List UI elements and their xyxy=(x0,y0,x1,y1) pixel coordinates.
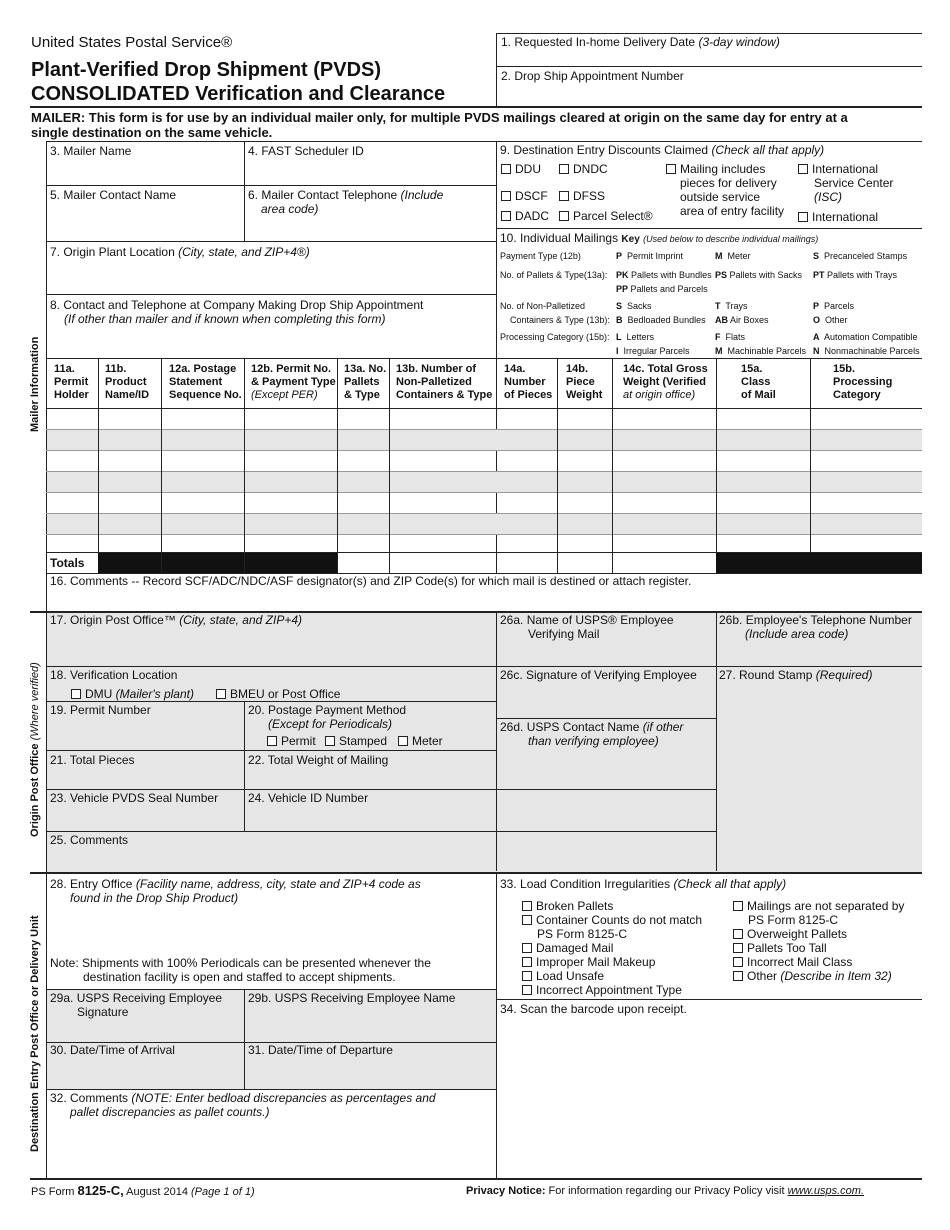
field-33-label: 33. Load Condition Irregularities (Check all that apply) xyxy=(500,877,787,891)
field-23-label: 23. Vehicle PVDS Seal Number xyxy=(50,791,219,805)
field-18-label: 18. Verification Location xyxy=(50,668,178,682)
field-22-label: 22. Total Weight of Mailing xyxy=(248,753,389,767)
mailing-outside-area-line3: outside service xyxy=(680,190,761,204)
totals-blackout-2 xyxy=(716,553,922,573)
field-32-label: 32. Comments (NOTE: Enter bedload discrepancies as percentages and xyxy=(50,1091,436,1105)
mailing-outside-area-line2: pieces for delivery xyxy=(680,176,777,190)
mailer-note-line2: single destination on the same vehicle. xyxy=(31,125,273,140)
checkbox-square xyxy=(522,985,532,995)
column-14b-header: 14b. Piece Weight xyxy=(566,363,603,401)
field-26b-label: 26b. Employee's Telephone Number xyxy=(719,613,912,627)
total-weight-input[interactable] xyxy=(248,769,492,787)
international-checkbox[interactable]: International xyxy=(798,210,878,224)
checkbox-square xyxy=(501,164,511,174)
key-trays: T Trays xyxy=(715,301,748,311)
checkbox-square xyxy=(501,211,511,221)
column-14a-header: 14a. Number of Pieces xyxy=(504,363,553,401)
mailer-name-input[interactable] xyxy=(50,160,238,182)
table-row[interactable] xyxy=(47,472,922,492)
origin-post-office-input[interactable] xyxy=(50,630,492,662)
key-letters: L Letters xyxy=(616,332,655,342)
irr-mailings-not-separated-line2: PS Form 8125-C xyxy=(748,913,839,927)
checkbox-square xyxy=(71,689,81,699)
key-sacks: S Sacks xyxy=(616,301,652,311)
column-13b-header: 13b. Number of Non-Palletized Containers & Type xyxy=(396,363,493,401)
vehicle-id-input[interactable] xyxy=(248,807,712,829)
mailer-contact-phone-input[interactable] xyxy=(248,218,492,238)
checkbox-square xyxy=(398,736,408,746)
irr-overweight-pallets-checkbox[interactable]: Overweight Pallets xyxy=(733,927,847,941)
mailer-contact-name-input[interactable] xyxy=(50,204,238,238)
key-nonpal-line2: Containers & Type (13b): xyxy=(510,315,610,325)
entry-office-input[interactable] xyxy=(50,907,492,953)
field-9-label: 9. Destination Entry Discounts Claimed (Check all that apply) xyxy=(500,143,825,157)
checkbox-square xyxy=(798,212,808,222)
irr-damaged-mail-checkbox[interactable]: Damaged Mail xyxy=(522,941,613,955)
verifying-signature-input[interactable] xyxy=(500,684,712,716)
field-10-label: 10. Individual Mailings Key (Used below to describe individual mailings) xyxy=(500,231,819,245)
comments-16-input[interactable] xyxy=(50,590,918,610)
key-other: O Other xyxy=(813,315,848,325)
field-29a-label: 29a. USPS Receiving Employee xyxy=(50,991,223,1005)
isc-line2: Service Center xyxy=(814,176,894,190)
totals-containers-input[interactable] xyxy=(338,553,496,573)
checkbox-square xyxy=(522,971,532,981)
field-28-note: found in the Drop Ship Product) xyxy=(70,891,239,905)
key-pt: PT Pallets with Trays xyxy=(813,270,898,280)
key-s: S Precanceled Stamps xyxy=(813,251,908,261)
permit-number-input[interactable] xyxy=(50,719,240,747)
discount-parcel-select-checkbox[interactable]: Parcel Select® xyxy=(559,209,653,223)
checkbox-square xyxy=(733,929,743,939)
field-7-label: 7. Origin Plant Location (City, state, and ZIP+4®) xyxy=(50,245,310,259)
checkbox-square xyxy=(325,736,335,746)
column-11b-header: 11b. Product Name/ID xyxy=(105,363,150,401)
checkbox-square xyxy=(522,915,532,925)
arrival-datetime-input[interactable] xyxy=(50,1060,240,1086)
irr-container-counts-line2: PS Form 8125-C xyxy=(537,927,628,941)
field-30-label: 30. Date/Time of Arrival xyxy=(50,1043,175,1057)
checkbox-square xyxy=(559,211,569,221)
field-27-label: 27. Round Stamp (Required) xyxy=(719,668,873,682)
privacy-notice: Privacy Notice: For information regarding our Privacy Policy visit www.usps.com. xyxy=(466,1185,865,1197)
irr-broken-pallets-checkbox[interactable]: Broken Pallets xyxy=(522,899,613,913)
field-24-label: 24. Vehicle ID Number xyxy=(248,791,369,805)
total-pieces-input[interactable] xyxy=(50,769,240,787)
key-processing-category: Processing Category (15b): xyxy=(500,332,610,342)
verifying-employee-name-input[interactable] xyxy=(500,643,712,663)
field-25-label: 25. Comments xyxy=(50,833,129,847)
receiving-signature-input[interactable] xyxy=(50,1020,240,1040)
form-title-line1: Plant-Verified Drop Shipment (PVDS) xyxy=(31,59,382,81)
field-28-label: 28. Entry Office (Facility name, address, city, state and ZIP+4 code as xyxy=(50,877,421,891)
checkbox-square xyxy=(522,943,532,953)
appointment-number-input[interactable] xyxy=(560,84,920,104)
key-nonpal-line1: No. of Non-Palletized xyxy=(500,301,586,311)
field-6-note: area code) xyxy=(261,202,319,216)
delivery-date-input[interactable] xyxy=(560,44,920,64)
field-26d-label: 26d. USPS Contact Name (if other xyxy=(500,720,684,734)
field-3-label: 3. Mailer Name xyxy=(50,144,132,158)
field-16-label: 16. Comments -- Record SCF/ADC/NDC/ASF designator(s) and ZIP Code(s) for which mail is destined or attach register. xyxy=(50,574,692,588)
table-row[interactable] xyxy=(47,451,922,471)
field-20-label: 20. Postage Payment Method xyxy=(248,703,407,717)
irr-pallets-too-tall-checkbox[interactable]: Pallets Too Tall xyxy=(733,941,827,955)
stamped-checkbox[interactable]: Stamped xyxy=(325,734,387,748)
table-row[interactable] xyxy=(47,514,922,534)
checkbox-square xyxy=(666,164,676,174)
totals-pieces-weight-input[interactable] xyxy=(496,553,716,573)
irr-other-checkbox[interactable]: Other (Describe in Item 32) xyxy=(733,969,892,983)
field-26a-label: 26a. Name of USPS® Employee xyxy=(500,613,674,627)
field-17-label: 17. Origin Post Office™ (City, state, and ZIP+4) xyxy=(50,613,303,627)
key-pallets-type: No. of Pallets & Type(13a): xyxy=(500,270,608,280)
mailing-outside-area-line4: area of entry facility xyxy=(680,204,785,218)
meter-checkbox[interactable]: Meter xyxy=(398,734,443,748)
column-13a-header: 13a. No. Pallets & Type xyxy=(344,363,387,401)
discount-dscf-checkbox[interactable]: DSCF xyxy=(501,189,548,203)
field-26b-note: (Include area code) xyxy=(745,627,849,641)
isc-checkbox[interactable]: International xyxy=(798,162,878,176)
field-26a-line2: Verifying Mail xyxy=(528,627,600,641)
appointment-contact-input[interactable] xyxy=(50,328,492,356)
field-26c-label: 26c. Signature of Verifying Employee xyxy=(500,668,697,682)
field-8-note: (If other than mailer and if known when completing this form) xyxy=(64,312,386,326)
field-2-label: 2. Drop Ship Appointment Number xyxy=(501,69,684,83)
checkbox-square xyxy=(522,901,532,911)
column-14c-header: 14c. Total Gross Weight (Verified at origin office) xyxy=(623,363,708,401)
key-machinable: M Machinable Parcels xyxy=(715,346,807,356)
field-32-note: pallet discrepancies as pallet counts.) xyxy=(70,1105,270,1119)
field-6-label: 6. Mailer Contact Telephone (Include xyxy=(248,188,444,202)
column-12b-header: 12b. Permit No. & Payment Type (Except PER) xyxy=(251,363,336,401)
field-31-label: 31. Date/Time of Departure xyxy=(248,1043,393,1057)
receiving-name-input[interactable] xyxy=(248,1008,492,1040)
checkbox-square xyxy=(733,943,743,953)
key-m: M Meter xyxy=(715,251,751,261)
key-pp: PP Pallets and Parcels xyxy=(616,284,708,294)
field-4-label: 4. FAST Scheduler ID xyxy=(248,144,364,158)
irr-incorrect-appointment-checkbox[interactable]: Incorrect Appointment Type xyxy=(522,983,682,997)
key-parcels: P Parcels xyxy=(813,301,855,311)
seal-number-input[interactable] xyxy=(50,807,240,829)
checkbox-square xyxy=(733,901,743,911)
field-8-label: 8. Contact and Telephone at Company Making Drop Ship Appointment xyxy=(50,298,424,312)
discount-dadc-checkbox[interactable]: DADC xyxy=(501,209,549,223)
checkbox-square xyxy=(798,164,808,174)
origin-comments-input[interactable] xyxy=(50,849,712,869)
field-29a-line2: Signature xyxy=(77,1005,129,1019)
discount-dfss-checkbox[interactable]: DFSS xyxy=(559,189,605,203)
section-label-origin: Origin Post Office (Where verified) xyxy=(29,662,41,837)
key-payment-type: Payment Type (12b) xyxy=(500,251,581,261)
dmu-checkbox[interactable]: DMU (Mailer's plant) xyxy=(71,687,194,701)
field-19-label: 19. Permit Number xyxy=(50,703,151,717)
column-12a-header: 12a. Postage Statement Sequence No. xyxy=(169,363,242,401)
key-ps: PS Pallets with Sacks xyxy=(715,270,803,280)
section-label-mailer: Mailer Information xyxy=(29,336,41,432)
destination-comments-input[interactable] xyxy=(50,1122,492,1176)
field-1-label: 1. Requested In-home Delivery Date (3-day window) xyxy=(501,35,780,49)
key-irregular: I Irregular Parcels xyxy=(616,346,690,356)
table-row[interactable] xyxy=(47,535,922,552)
form-number: PS Form 8125-C, August 2014 (Page 1 of 1) xyxy=(31,1183,255,1198)
mailer-note-line1: MAILER: This form is for use by an individual mailer only, for multiple PVDS mailings cleared at origin on the same day for entry at a xyxy=(31,110,848,125)
irr-load-unsafe-checkbox[interactable]: Load Unsafe xyxy=(522,969,604,983)
totals-blackout xyxy=(98,553,338,573)
checkbox-square xyxy=(216,689,226,699)
discount-dndc-checkbox[interactable]: DNDC xyxy=(559,162,608,176)
irr-improper-makeup-checkbox[interactable]: Improper Mail Makeup xyxy=(522,955,655,969)
form-title-line2: CONSOLIDATED Verification and Clearance xyxy=(31,83,446,105)
bmeu-checkbox[interactable]: BMEU or Post Office xyxy=(216,687,340,701)
round-stamp-area[interactable] xyxy=(719,684,919,869)
periodicals-note-line2: destination facility is open and staffed to accept shipments. xyxy=(83,970,396,984)
field-5-label: 5. Mailer Contact Name xyxy=(50,188,177,202)
table-row[interactable] xyxy=(47,409,922,429)
employee-phone-input[interactable] xyxy=(719,643,919,663)
column-15a-header: 15a. Class of Mail xyxy=(741,363,776,401)
periodicals-note-line1: Note: Shipments with 100% Periodicals can be presented whenever the xyxy=(50,956,431,970)
isc-line3: (ISC) xyxy=(814,190,842,204)
irr-incorrect-class-checkbox[interactable]: Incorrect Mail Class xyxy=(733,955,852,969)
checkbox-square xyxy=(733,957,743,967)
key-bedloaded: B Bedloaded Bundles xyxy=(616,315,706,325)
privacy-link[interactable]: www.usps.com. xyxy=(787,1185,865,1197)
field-26d-note: than verifying employee) xyxy=(528,734,659,748)
origin-plant-location-input[interactable] xyxy=(50,261,492,291)
field-21-label: 21. Total Pieces xyxy=(50,753,135,767)
table-row[interactable] xyxy=(47,493,922,513)
irr-container-counts-checkbox[interactable]: Container Counts do not match xyxy=(522,913,702,927)
checkbox-square xyxy=(522,957,532,967)
checkbox-square xyxy=(267,736,277,746)
key-flats: F Flats xyxy=(715,332,746,342)
section-label-destination: Destination Entry Post Office or Delivery Unit xyxy=(29,915,41,1152)
key-nonmachinable: N Nonmachinable Parcels xyxy=(813,346,920,356)
totals-label: Totals xyxy=(50,556,85,570)
key-automation: A Automation Compatible xyxy=(813,332,918,342)
checkbox-square xyxy=(559,191,569,201)
fast-scheduler-id-input[interactable] xyxy=(248,160,492,182)
field-29b-label: 29b. USPS Receiving Employee Name xyxy=(248,991,456,1005)
table-row[interactable] xyxy=(47,430,922,450)
checkbox-square xyxy=(559,164,569,174)
field-20-note: (Except for Periodicals) xyxy=(268,717,393,731)
permit-checkbox[interactable]: Permit xyxy=(267,734,316,748)
field-34-label: 34. Scan the barcode upon receipt. xyxy=(500,1002,687,1016)
departure-datetime-input[interactable] xyxy=(248,1060,492,1086)
key-air-boxes: AB Air Boxes xyxy=(715,315,769,325)
mailing-outside-area-checkbox[interactable]: Mailing includes xyxy=(666,162,765,176)
key-p: P Permit Imprint xyxy=(616,251,684,261)
column-15b-header: 15b. Processing Category xyxy=(833,363,893,401)
usps-contact-name-input[interactable] xyxy=(500,750,712,786)
checkbox-square xyxy=(501,191,511,201)
column-11a-header: 11a. Permit Holder xyxy=(54,363,89,401)
agency-name: United States Postal Service® xyxy=(31,34,233,51)
checkbox-square xyxy=(733,971,743,981)
key-pk: PK Pallets with Bundles xyxy=(616,270,712,280)
irr-mailings-not-separated-checkbox[interactable]: Mailings are not separated by xyxy=(733,899,904,913)
barcode-scan-area[interactable] xyxy=(500,1020,918,1176)
discount-ddu-checkbox[interactable]: DDU xyxy=(501,162,541,176)
